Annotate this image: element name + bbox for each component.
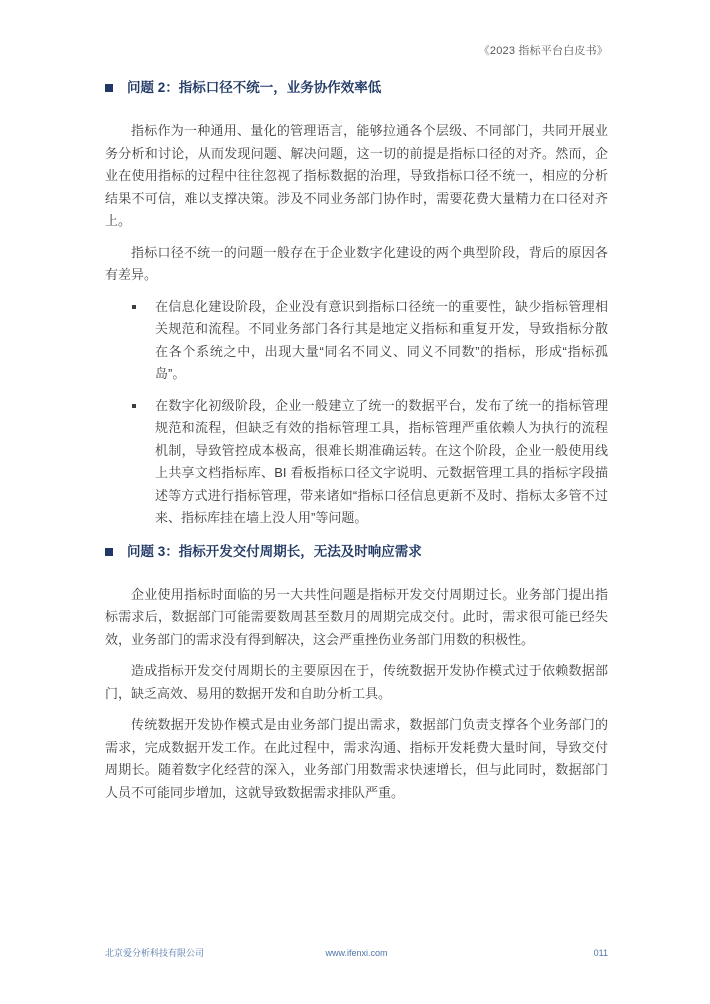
paragraph: 传统数据开发协作模式是由业务部门提出需求，数据部门负责支撑各个业务部门的需求，完成数据开发工作。在此过程中，需求沟通、指标开发耗费大量时间，导致交付周期长。随着数字化经营的深入，业务部门用数需求快速增长，但与此同时，数据部门人员不可能同步增加，这就导致数据需求排队严重。 <box>105 717 608 800</box>
list-item <box>105 395 608 530</box>
footer-company: 北京爱分析科技有限公司 <box>105 948 205 958</box>
section-heading-text: 问题 2：指标口径不统一，业务协作效率低 <box>127 80 382 95</box>
bullet-text: 在信息化建设阶段，企业没有意识到指标口径统一的重要性，缺少指标管理相关规范和流程。不同业务部门各行其是地定义指标和重复开发，导致指标分散在各个系统之中，出现大量“同名不同义、同义不同数”的指标，形成“指标孤岛”。 <box>155 298 608 381</box>
section-heading-problem-3 <box>105 542 608 562</box>
square-bullet-icon <box>105 84 113 92</box>
footer-page-number: 011 <box>593 947 608 958</box>
paragraph: 指标作为一种通用、量化的管理语言，能够拉通各个层级、不同部门，共同开展业务分析和讨论，从而发现问题、解决问题，这一切的前提是指标口径的对齐。然而，企业在使用指标的过程中往往忽视了指标数据的治理，导致指标口径不统一，相应的分析结果不可信，难以支撑决策。涉及不同业务部门协作时，需要花费大量精力在口径对齐上。 <box>105 123 608 228</box>
section-heading-text: 问题 3：指标开发交付周期长，无法及时响应需求 <box>127 543 422 559</box>
square-bullet-icon <box>105 548 113 556</box>
list-item <box>105 296 608 386</box>
paragraph: 企业使用指标时面临的另一大共性问题是指标开发交付周期过长。业务部门提出指标需求后，数据部门可能需要数周甚至数月的周期完成交付。此时，需求很可能已经失效，业务部门的需求没有得到解决，这会严重挫伤业务部门用数的积极性。 <box>105 586 608 647</box>
section-heading-problem-2 <box>105 78 608 98</box>
page-footer <box>105 946 608 959</box>
paragraph: 造成指标开发交付周期长的主要原因在于，传统数据开发协作模式过于依赖数据部门，缺乏高效、易用的数据开发和自助分析工具。 <box>105 663 608 701</box>
bullet-text: 在数字化初级阶段，企业一般建立了统一的数据平台，发布了统一的指标管理规范和流程，但缺乏有效的指标管理工具，指标管理严重依赖人为执行的流程机制，导致管控成本极高，很难长期准确运转。在这个阶段，企业一般使用线上共享文档指标库、BI 看板指标口径文字说明、元数据管理工具的指标字段描述等方式进行指标管理，带来诸如“指标口径信息更新不及时、指标太多管不过来、指标库挂在墙上没人用”等问题。 <box>155 397 608 525</box>
page-header <box>105 42 608 58</box>
page-content <box>105 78 608 813</box>
footer-website-link[interactable]: www.ifenxi.com <box>325 947 388 958</box>
paragraph: 指标口径不统一的问题一般存在于企业数字化建设的两个典型阶段，背后的原因各有差异。 <box>105 244 608 282</box>
bullet-icon <box>130 296 155 386</box>
bullet-icon <box>130 395 155 530</box>
doc-title: 《2023 指标平台白皮书》 <box>478 45 608 57</box>
